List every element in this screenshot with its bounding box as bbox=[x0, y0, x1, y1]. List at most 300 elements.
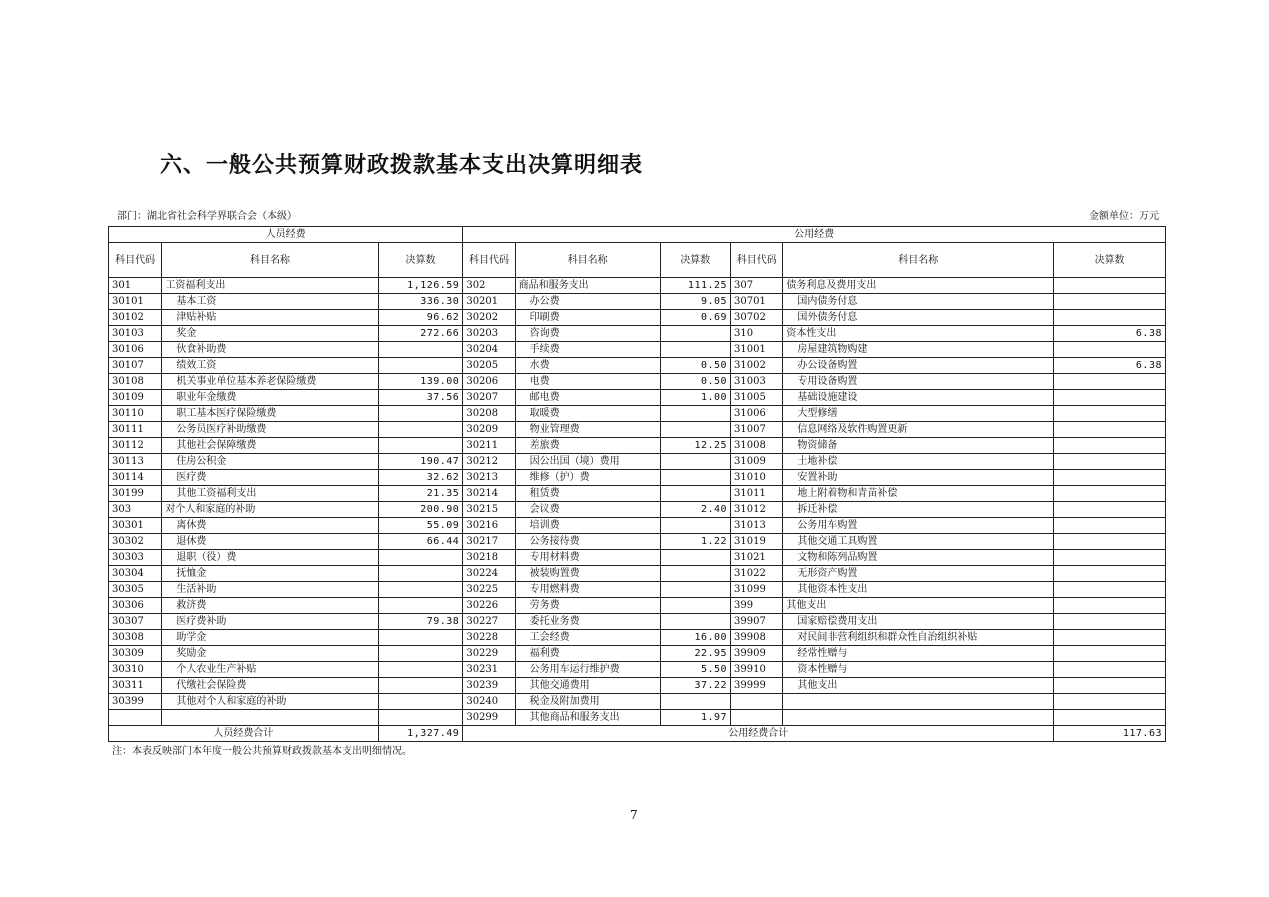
cell-name: 维修（护）费 bbox=[515, 470, 660, 486]
cell-code: 30205 bbox=[463, 358, 515, 374]
cell-amount: 336.30 bbox=[378, 294, 463, 310]
cell-code: 30111 bbox=[109, 422, 162, 438]
table-row bbox=[109, 694, 1166, 710]
cell-name: 会议费 bbox=[515, 502, 660, 518]
cell-amount bbox=[660, 566, 730, 582]
cell-name: 水费 bbox=[515, 358, 660, 374]
cell-code: 30102 bbox=[109, 310, 162, 326]
cell-name: 经常性赠与 bbox=[783, 646, 1054, 662]
cell-amount: 5.50 bbox=[660, 662, 730, 678]
cell-code: 30213 bbox=[463, 470, 515, 486]
cell-code: 31013 bbox=[731, 518, 783, 534]
public-total-value: 117.63 bbox=[1054, 726, 1166, 742]
cell-name: 职工基本医疗保险缴费 bbox=[162, 406, 378, 422]
cell-amount: 1.00 bbox=[660, 390, 730, 406]
cell-amount bbox=[1054, 550, 1166, 566]
cell-name: 离休费 bbox=[162, 518, 378, 534]
cell-amount bbox=[378, 630, 463, 646]
cell-amount: 32.62 bbox=[378, 470, 463, 486]
table-row bbox=[109, 598, 1166, 614]
table-row bbox=[109, 550, 1166, 566]
cell-amount bbox=[660, 694, 730, 710]
header-amount: 决算数 bbox=[1054, 243, 1166, 278]
header-name: 科目名称 bbox=[783, 243, 1054, 278]
cell-amount bbox=[1054, 662, 1166, 678]
cell-amount bbox=[1054, 518, 1166, 534]
cell-name: 税金及附加费用 bbox=[515, 694, 660, 710]
header-name: 科目名称 bbox=[162, 243, 378, 278]
cell-name: 奖金 bbox=[162, 326, 378, 342]
cell-name: 手续费 bbox=[515, 342, 660, 358]
cell-amount bbox=[1054, 502, 1166, 518]
cell-name: 培训费 bbox=[515, 518, 660, 534]
section-personnel: 人员经费 bbox=[109, 227, 463, 243]
cell-code: 31002 bbox=[731, 358, 783, 374]
cell-code: 30214 bbox=[463, 486, 515, 502]
cell-code: 30218 bbox=[463, 550, 515, 566]
table-row bbox=[109, 566, 1166, 582]
cell-name: 土地补偿 bbox=[783, 454, 1054, 470]
cell-name: 个人农业生产补贴 bbox=[162, 662, 378, 678]
cell-amount bbox=[378, 582, 463, 598]
cell-amount bbox=[378, 358, 463, 374]
cell-code: 30204 bbox=[463, 342, 515, 358]
table-row bbox=[109, 470, 1166, 486]
cell-code: 30239 bbox=[463, 678, 515, 694]
cell-amount bbox=[1054, 342, 1166, 358]
cell-amount: 6.38 bbox=[1054, 358, 1166, 374]
cell-name: 其他对个人和家庭的补助 bbox=[162, 694, 378, 710]
cell-name: 绩效工资 bbox=[162, 358, 378, 374]
cell-code: 30302 bbox=[109, 534, 162, 550]
cell-amount bbox=[660, 550, 730, 566]
cell-amount bbox=[1054, 374, 1166, 390]
cell-amount bbox=[1054, 598, 1166, 614]
cell-code: 31010 bbox=[731, 470, 783, 486]
cell-code: 30206 bbox=[463, 374, 515, 390]
cell-name: 工会经费 bbox=[515, 630, 660, 646]
table-row bbox=[109, 326, 1166, 342]
cell-code: 31099 bbox=[731, 582, 783, 598]
table-row bbox=[109, 630, 1166, 646]
header-code: 科目代码 bbox=[463, 243, 515, 278]
cell-code: 30201 bbox=[463, 294, 515, 310]
cell-name: 救济费 bbox=[162, 598, 378, 614]
cell-code: 31012 bbox=[731, 502, 783, 518]
cell-name: 咨询费 bbox=[515, 326, 660, 342]
department-label: 部门：湖北省社会科学界联合会（本级） bbox=[117, 211, 297, 222]
cell-code: 30228 bbox=[463, 630, 515, 646]
cell-code: 30207 bbox=[463, 390, 515, 406]
cell-name: 助学金 bbox=[162, 630, 378, 646]
cell-name bbox=[783, 710, 1054, 726]
cell-code: 30101 bbox=[109, 294, 162, 310]
cell-amount: 6.38 bbox=[1054, 326, 1166, 342]
cell-code: 39908 bbox=[731, 630, 783, 646]
cell-code: 30203 bbox=[463, 326, 515, 342]
cell-name: 地上附着物和青苗补偿 bbox=[783, 486, 1054, 502]
cell-code: 30106 bbox=[109, 342, 162, 358]
cell-amount bbox=[378, 342, 463, 358]
cell-amount: 22.95 bbox=[660, 646, 730, 662]
table-row bbox=[109, 454, 1166, 470]
page-number: 7 bbox=[630, 808, 638, 822]
cell-amount bbox=[378, 550, 463, 566]
cell-name: 公务用车运行维护费 bbox=[515, 662, 660, 678]
cell-name: 对个人和家庭的补助 bbox=[162, 502, 378, 518]
cell-code: 30110 bbox=[109, 406, 162, 422]
cell-code: 30304 bbox=[109, 566, 162, 582]
cell-code: 301 bbox=[109, 278, 162, 294]
cell-name: 专用燃料费 bbox=[515, 582, 660, 598]
cell-name: 委托业务费 bbox=[515, 614, 660, 630]
header-code: 科目代码 bbox=[109, 243, 162, 278]
cell-code: 30211 bbox=[463, 438, 515, 454]
table-row bbox=[109, 278, 1166, 294]
cell-code: 30305 bbox=[109, 582, 162, 598]
table-row bbox=[109, 678, 1166, 694]
cell-code: 30112 bbox=[109, 438, 162, 454]
page-title: 六、一般公共预算财政拨款基本支出决算明细表 bbox=[160, 153, 644, 178]
cell-name: 邮电费 bbox=[515, 390, 660, 406]
cell-name: 抚恤金 bbox=[162, 566, 378, 582]
cell-code: 30109 bbox=[109, 390, 162, 406]
cell-amount: 0.69 bbox=[660, 310, 730, 326]
cell-name: 医疗费补助 bbox=[162, 614, 378, 630]
cell-code: 30303 bbox=[109, 550, 162, 566]
cell-amount bbox=[378, 566, 463, 582]
cell-name: 信息网络及软件购置更新 bbox=[783, 422, 1054, 438]
cell-code: 30229 bbox=[463, 646, 515, 662]
cell-name: 资本性支出 bbox=[783, 326, 1054, 342]
cell-code: 307 bbox=[731, 278, 783, 294]
cell-code: 30227 bbox=[463, 614, 515, 630]
cell-amount bbox=[1054, 310, 1166, 326]
cell-name: 职业年金缴费 bbox=[162, 390, 378, 406]
cell-name: 取暖费 bbox=[515, 406, 660, 422]
cell-amount bbox=[1054, 406, 1166, 422]
cell-code: 31011 bbox=[731, 486, 783, 502]
cell-amount bbox=[1054, 630, 1166, 646]
cell-name: 机关事业单位基本养老保险缴费 bbox=[162, 374, 378, 390]
cell-name: 因公出国（境）费用 bbox=[515, 454, 660, 470]
cell-name: 差旅费 bbox=[515, 438, 660, 454]
cell-amount bbox=[378, 646, 463, 662]
cell-amount bbox=[378, 438, 463, 454]
cell-amount bbox=[1054, 678, 1166, 694]
cell-amount bbox=[1054, 614, 1166, 630]
cell-amount: 21.35 bbox=[378, 486, 463, 502]
table-row bbox=[109, 390, 1166, 406]
cell-name: 退职（役）费 bbox=[162, 550, 378, 566]
header-name: 科目名称 bbox=[515, 243, 660, 278]
cell-code: 310 bbox=[731, 326, 783, 342]
table-row bbox=[109, 486, 1166, 502]
cell-name: 国外债务付息 bbox=[783, 310, 1054, 326]
personnel-total-value: 1,327.49 bbox=[378, 726, 463, 742]
cell-amount bbox=[1054, 422, 1166, 438]
cell-code: 30209 bbox=[463, 422, 515, 438]
cell-code: 31009 bbox=[731, 454, 783, 470]
cell-amount bbox=[378, 710, 463, 726]
public-total-label: 公用经费合计 bbox=[463, 726, 1054, 742]
table-body bbox=[109, 278, 1166, 726]
cell-code: 30702 bbox=[731, 310, 783, 326]
cell-code: 30199 bbox=[109, 486, 162, 502]
cell-amount: 16.00 bbox=[660, 630, 730, 646]
cell-amount bbox=[660, 326, 730, 342]
cell-name: 被装购置费 bbox=[515, 566, 660, 582]
cell-name: 债务利息及费用支出 bbox=[783, 278, 1054, 294]
cell-amount: 139.00 bbox=[378, 374, 463, 390]
table-row bbox=[109, 614, 1166, 630]
cell-amount: 12.25 bbox=[660, 438, 730, 454]
cell-code: 399 bbox=[731, 598, 783, 614]
cell-name: 对民间非营利组织和群众性自治组织补贴 bbox=[783, 630, 1054, 646]
cell-amount bbox=[660, 470, 730, 486]
cell-name: 物业管理费 bbox=[515, 422, 660, 438]
cell-code: 30309 bbox=[109, 646, 162, 662]
cell-name: 国内债务付息 bbox=[783, 294, 1054, 310]
table-row bbox=[109, 374, 1166, 390]
cell-amount: 96.62 bbox=[378, 310, 463, 326]
cell-code: 30103 bbox=[109, 326, 162, 342]
table-row bbox=[109, 310, 1166, 326]
cell-name: 公务接待费 bbox=[515, 534, 660, 550]
cell-code: 31022 bbox=[731, 566, 783, 582]
cell-amount bbox=[1054, 710, 1166, 726]
cell-amount: 66.44 bbox=[378, 534, 463, 550]
cell-name: 无形资产购置 bbox=[783, 566, 1054, 582]
table-row bbox=[109, 646, 1166, 662]
cell-name bbox=[162, 710, 378, 726]
column-header-row bbox=[109, 243, 1166, 278]
cell-code: 30231 bbox=[463, 662, 515, 678]
cell-name: 拆迁补偿 bbox=[783, 502, 1054, 518]
cell-name: 退休费 bbox=[162, 534, 378, 550]
personnel-total-label: 人员经费合计 bbox=[109, 726, 379, 742]
cell-name: 其他交通工具购置 bbox=[783, 534, 1054, 550]
cell-code: 30212 bbox=[463, 454, 515, 470]
cell-code: 31008 bbox=[731, 438, 783, 454]
cell-amount bbox=[660, 582, 730, 598]
cell-amount bbox=[378, 694, 463, 710]
table-row bbox=[109, 518, 1166, 534]
table-row bbox=[109, 662, 1166, 678]
table-row bbox=[109, 710, 1166, 726]
cell-code: 39910 bbox=[731, 662, 783, 678]
cell-amount bbox=[660, 422, 730, 438]
cell-code: 31007 bbox=[731, 422, 783, 438]
cell-code: 31019 bbox=[731, 534, 783, 550]
cell-amount: 79.38 bbox=[378, 614, 463, 630]
cell-amount bbox=[660, 454, 730, 470]
cell-code: 31021 bbox=[731, 550, 783, 566]
cell-amount: 190.47 bbox=[378, 454, 463, 470]
cell-amount: 1.22 bbox=[660, 534, 730, 550]
cell-amount bbox=[1054, 486, 1166, 502]
cell-code: 31001 bbox=[731, 342, 783, 358]
footnote: 注：本表反映部门本年度一般公共预算财政拨款基本支出明细情况。 bbox=[112, 746, 412, 757]
cell-amount: 0.50 bbox=[660, 358, 730, 374]
cell-name: 印刷费 bbox=[515, 310, 660, 326]
cell-code: 30114 bbox=[109, 470, 162, 486]
cell-name: 商品和服务支出 bbox=[515, 278, 660, 294]
cell-code: 31005 bbox=[731, 390, 783, 406]
unit-label: 金额单位：万元 bbox=[1089, 211, 1159, 222]
cell-name: 其他资本性支出 bbox=[783, 582, 1054, 598]
cell-code: 30216 bbox=[463, 518, 515, 534]
cell-name: 专用设备购置 bbox=[783, 374, 1054, 390]
table-row bbox=[109, 534, 1166, 550]
cell-name: 其他工资福利支出 bbox=[162, 486, 378, 502]
cell-code: 30311 bbox=[109, 678, 162, 694]
cell-amount: 55.09 bbox=[378, 518, 463, 534]
cell-name: 津贴补贴 bbox=[162, 310, 378, 326]
cell-code: 30240 bbox=[463, 694, 515, 710]
cell-name: 伙食补助费 bbox=[162, 342, 378, 358]
cell-amount bbox=[660, 406, 730, 422]
cell-code: 30217 bbox=[463, 534, 515, 550]
cell-amount bbox=[1054, 470, 1166, 486]
cell-name: 办公设备购置 bbox=[783, 358, 1054, 374]
table-row bbox=[109, 422, 1166, 438]
cell-name: 其他交通费用 bbox=[515, 678, 660, 694]
cell-code: 39909 bbox=[731, 646, 783, 662]
cell-code: 30224 bbox=[463, 566, 515, 582]
cell-name: 安置补助 bbox=[783, 470, 1054, 486]
cell-name: 大型修缮 bbox=[783, 406, 1054, 422]
cell-name: 基本工资 bbox=[162, 294, 378, 310]
cell-name: 代缴社会保险费 bbox=[162, 678, 378, 694]
cell-amount: 200.90 bbox=[378, 502, 463, 518]
cell-amount: 2.40 bbox=[660, 502, 730, 518]
cell-code: 30399 bbox=[109, 694, 162, 710]
cell-amount bbox=[660, 614, 730, 630]
cell-name: 资本性赠与 bbox=[783, 662, 1054, 678]
cell-amount bbox=[1054, 438, 1166, 454]
cell-amount: 1,126.59 bbox=[378, 278, 463, 294]
cell-code: 303 bbox=[109, 502, 162, 518]
cell-amount: 37.56 bbox=[378, 390, 463, 406]
cell-name: 电费 bbox=[515, 374, 660, 390]
cell-amount bbox=[378, 598, 463, 614]
cell-code: 31006 bbox=[731, 406, 783, 422]
cell-code: 39907 bbox=[731, 614, 783, 630]
cell-name bbox=[783, 694, 1054, 710]
cell-name: 其他社会保障缴费 bbox=[162, 438, 378, 454]
cell-code: 302 bbox=[463, 278, 515, 294]
table-row bbox=[109, 406, 1166, 422]
cell-name: 国家赔偿费用支出 bbox=[783, 614, 1054, 630]
cell-code: 30226 bbox=[463, 598, 515, 614]
cell-amount bbox=[660, 342, 730, 358]
cell-amount bbox=[1054, 454, 1166, 470]
cell-amount bbox=[1054, 566, 1166, 582]
cell-code: 30202 bbox=[463, 310, 515, 326]
cell-amount: 9.05 bbox=[660, 294, 730, 310]
table-row bbox=[109, 502, 1166, 518]
cell-name: 其他支出 bbox=[783, 678, 1054, 694]
cell-name: 办公费 bbox=[515, 294, 660, 310]
cell-name: 基础设施建设 bbox=[783, 390, 1054, 406]
cell-code bbox=[731, 710, 783, 726]
cell-name: 其他支出 bbox=[783, 598, 1054, 614]
cell-code: 30107 bbox=[109, 358, 162, 374]
cell-name: 文物和陈列品购置 bbox=[783, 550, 1054, 566]
totals-row bbox=[109, 726, 1166, 742]
cell-amount: 37.22 bbox=[660, 678, 730, 694]
table-row bbox=[109, 294, 1166, 310]
cell-name: 医疗费 bbox=[162, 470, 378, 486]
table-row bbox=[109, 342, 1166, 358]
cell-name: 住房公积金 bbox=[162, 454, 378, 470]
cell-amount bbox=[660, 518, 730, 534]
cell-amount bbox=[1054, 646, 1166, 662]
cell-code bbox=[109, 710, 162, 726]
cell-name: 公务员医疗补助缴费 bbox=[162, 422, 378, 438]
header-code: 科目代码 bbox=[731, 243, 783, 278]
expenditure-detail-table bbox=[108, 226, 1166, 742]
table-row bbox=[109, 438, 1166, 454]
cell-amount bbox=[378, 678, 463, 694]
section-public: 公用经费 bbox=[463, 227, 1166, 243]
cell-amount bbox=[660, 486, 730, 502]
cell-code bbox=[731, 694, 783, 710]
cell-code: 30113 bbox=[109, 454, 162, 470]
cell-code: 31003 bbox=[731, 374, 783, 390]
cell-name: 工资福利支出 bbox=[162, 278, 378, 294]
cell-amount bbox=[1054, 278, 1166, 294]
cell-amount bbox=[378, 662, 463, 678]
cell-amount bbox=[1054, 294, 1166, 310]
cell-code: 30301 bbox=[109, 518, 162, 534]
section-header-row bbox=[109, 227, 1166, 243]
cell-amount bbox=[1054, 582, 1166, 598]
cell-code: 30308 bbox=[109, 630, 162, 646]
table-row bbox=[109, 582, 1166, 598]
cell-code: 30306 bbox=[109, 598, 162, 614]
cell-code: 30108 bbox=[109, 374, 162, 390]
cell-code: 30307 bbox=[109, 614, 162, 630]
cell-amount: 0.50 bbox=[660, 374, 730, 390]
cell-code: 30310 bbox=[109, 662, 162, 678]
table-row bbox=[109, 358, 1166, 374]
cell-code: 30225 bbox=[463, 582, 515, 598]
cell-name: 劳务费 bbox=[515, 598, 660, 614]
cell-code: 30701 bbox=[731, 294, 783, 310]
cell-amount bbox=[378, 406, 463, 422]
cell-amount bbox=[1054, 534, 1166, 550]
cell-name: 物资储备 bbox=[783, 438, 1054, 454]
cell-name: 福利费 bbox=[515, 646, 660, 662]
cell-name: 房屋建筑物购建 bbox=[783, 342, 1054, 358]
cell-name: 公务用车购置 bbox=[783, 518, 1054, 534]
cell-code: 39999 bbox=[731, 678, 783, 694]
cell-amount bbox=[1054, 390, 1166, 406]
cell-name: 专用材料费 bbox=[515, 550, 660, 566]
cell-name: 奖励金 bbox=[162, 646, 378, 662]
cell-amount bbox=[1054, 694, 1166, 710]
cell-code: 30299 bbox=[463, 710, 515, 726]
cell-name: 其他商品和服务支出 bbox=[515, 710, 660, 726]
cell-name: 生活补助 bbox=[162, 582, 378, 598]
cell-name: 租赁费 bbox=[515, 486, 660, 502]
header-amount: 决算数 bbox=[660, 243, 730, 278]
cell-code: 30208 bbox=[463, 406, 515, 422]
cell-code: 30215 bbox=[463, 502, 515, 518]
cell-amount: 1.97 bbox=[660, 710, 730, 726]
